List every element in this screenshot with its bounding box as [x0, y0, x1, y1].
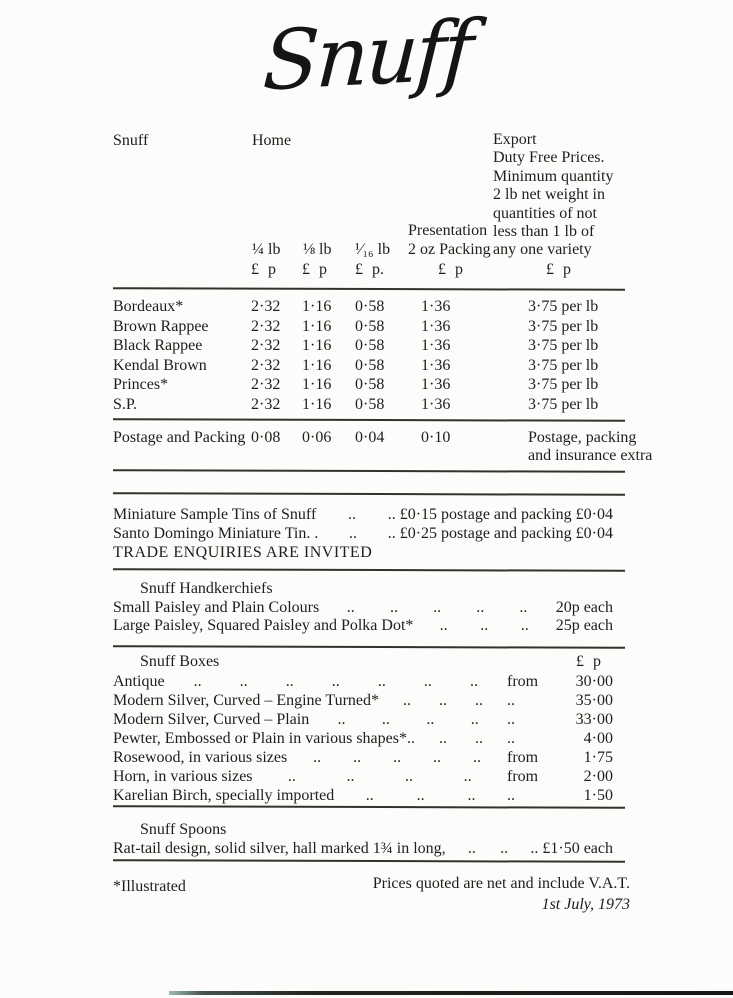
export-line: Duty Free Prices. [493, 149, 605, 167]
product-name: S.P. [113, 396, 138, 413]
list-item [113, 616, 613, 635]
divider [113, 645, 625, 649]
price-quarter: 2·32 [251, 298, 281, 315]
item-value: .. £1·50 each [530, 840, 613, 857]
divider [113, 492, 625, 496]
postage-row [113, 428, 637, 448]
divider [113, 859, 625, 863]
product-name: Black Rappee [113, 337, 203, 354]
price-presentation: 1·36 [421, 318, 451, 335]
price-quarter: 2·32 [251, 318, 281, 335]
from-qualifier: .. [507, 692, 515, 709]
from-qualifier: .. [507, 787, 515, 804]
price-sixteenth: 0·58 [355, 376, 385, 393]
list-item [113, 786, 613, 805]
table-row [113, 395, 625, 415]
item-label: Rat-tail design, solid silver, hall marked 1¾ in long, [113, 840, 446, 857]
dot-leaders: .. .. .. [365, 787, 476, 804]
divider [113, 418, 625, 422]
list-item [113, 505, 613, 524]
item-label: Modern Silver, Curved – Engine Turned* [113, 692, 380, 709]
item-label: Karelian Birch, specially imported [113, 787, 335, 804]
list-item [113, 767, 613, 786]
price-eighth: 1·16 [302, 376, 332, 393]
postage-presentation: 0·10 [421, 429, 451, 446]
postage-quarter: 0·08 [251, 429, 281, 446]
dot-leaders: .. [348, 506, 356, 523]
product-name: Princes* [113, 376, 169, 393]
list-item [113, 691, 613, 710]
vat-note: Prices quoted are net and include V.A.T. [372, 875, 630, 892]
from-qualifier: from [507, 673, 539, 690]
column-header-quarter-lb: ¼ lb [252, 241, 281, 258]
postage-eighth: 0·06 [302, 429, 332, 446]
price-presentation: 1·36 [421, 337, 451, 354]
currency-label-export: £ p [546, 261, 571, 278]
item-label: Small Paisley and Plain Colours [113, 599, 320, 616]
page-title-text: Snuff [260, 3, 473, 110]
currency-label-quarter: £ p [251, 261, 276, 278]
product-name: Kendal Brown [113, 357, 207, 374]
table-row [113, 317, 625, 337]
price-export: 3·75 per lb [528, 298, 599, 315]
product-name: Brown Rappee [113, 318, 209, 335]
price-export: 3·75 per lb [528, 318, 599, 335]
divider [113, 805, 625, 809]
price-sixteenth: 0·58 [355, 357, 385, 374]
dot-leaders: .. [349, 525, 358, 542]
item-label: Large Paisley, Squared Paisley and Polka Dot* [113, 617, 414, 634]
export-line: Export [493, 131, 537, 148]
from-qualifier: .. [507, 711, 515, 728]
export-line: 2 lb net weight in [493, 186, 605, 204]
price-list-date: 1st July, 1973 [541, 896, 630, 913]
item-label: Horn, in various sizes [113, 768, 253, 785]
item-price: 25p each [555, 617, 613, 634]
price-presentation: 1·36 [421, 376, 451, 393]
column-header-presentation-2: 2 oz Packing [408, 241, 491, 258]
postage-export-note: Postage, packing [528, 429, 637, 446]
dot-leaders: .. .. .. .. [337, 711, 479, 728]
column-header-eighth-lb: ⅛ lb [303, 241, 332, 258]
divider [113, 568, 625, 572]
dot-leaders: .. .. .. [439, 617, 529, 634]
currency-label-boxes: £ p [576, 653, 601, 670]
item-value: .. £0·15 postage and packing £0·04 [387, 506, 613, 523]
from-qualifier: from [507, 749, 539, 766]
price-quarter: 2·32 [251, 337, 281, 354]
column-header-sixteenth-lb: ¹⁄₁₆ lb [355, 241, 391, 258]
postage-sixteenth: 0·04 [355, 429, 385, 446]
list-item [113, 729, 613, 748]
column-header-home: Home [252, 132, 292, 149]
item-label: Pewter, Embossed or Plain in various shapes*.. [113, 730, 415, 747]
dot-leaders: .. .. .. .. .. .. .. [193, 673, 478, 690]
item-price: 1·50 [583, 787, 613, 804]
price-export: 3·75 per lb [528, 376, 599, 393]
price-sixteenth: 0·58 [355, 396, 385, 413]
price-eighth: 1·16 [302, 396, 332, 413]
dot-leaders: .. .. [438, 730, 483, 747]
price-export: 3·75 per lb [528, 357, 599, 374]
from-qualifier: .. [507, 730, 515, 747]
scan-edge-artifact [169, 991, 733, 995]
list-item [113, 598, 613, 617]
item-price: 33·00 [575, 711, 613, 728]
dot-leaders: .. .. .. .. .. [313, 749, 481, 766]
item-price: 20p each [555, 599, 613, 616]
item-price: 4·00 [583, 730, 613, 747]
from-qualifier: from [507, 768, 539, 785]
divider [113, 287, 625, 291]
price-eighth: 1·16 [302, 298, 332, 315]
export-line: less than 1 lb of [493, 223, 595, 241]
illustrated-footnote: *Illustrated [113, 878, 186, 895]
price-eighth: 1·16 [302, 337, 332, 354]
currency-label-eighth: £ p [302, 261, 327, 278]
item-label: Antique [113, 673, 165, 690]
currency-label-sixteenth: £ p. [355, 261, 384, 278]
item-price: 2·00 [583, 768, 613, 785]
price-eighth: 1·16 [302, 357, 332, 374]
list-item [113, 710, 613, 729]
item-label: Santo Domingo Miniature Tin. . [113, 525, 319, 542]
section-title-spoons: Snuff Spoons [140, 821, 227, 838]
dot-leaders: .. .. .. [403, 692, 483, 709]
divider [113, 469, 625, 473]
export-line: Minimum quantity [493, 167, 614, 185]
trade-enquiries-note: TRADE ENQUIRIES ARE INVITED [113, 544, 373, 561]
table-row [113, 375, 625, 395]
item-label: Modern Silver, Curved – Plain [113, 711, 310, 728]
section-title-boxes: Snuff Boxes [140, 653, 220, 670]
price-presentation: 1·36 [421, 396, 451, 413]
item-price: 1·75 [583, 749, 613, 766]
price-quarter: 2·32 [251, 376, 281, 393]
price-eighth: 1·16 [302, 318, 332, 335]
section-title-handkerchiefs: Snuff Handkerchiefs [140, 580, 273, 597]
list-item [113, 672, 613, 691]
table-row [113, 356, 625, 376]
postage-label: Postage and Packing [113, 429, 246, 446]
export-line: any one variety [493, 241, 592, 259]
item-label: Rosewood, in various sizes [113, 749, 288, 766]
dot-leaders: .. .. .. .. [287, 768, 472, 785]
dot-leaders: .. .. [467, 840, 509, 857]
price-presentation: 1·36 [421, 298, 451, 315]
page-title [0, 2, 733, 122]
item-label: Miniature Sample Tins of Snuff [113, 506, 317, 523]
price-export: 3·75 per lb [528, 396, 599, 413]
price-sixteenth: 0·58 [355, 337, 385, 354]
item-price: 35·00 [575, 692, 613, 709]
list-item [113, 748, 613, 767]
list-item [113, 839, 613, 858]
table-row [113, 336, 625, 356]
item-price: 30·00 [575, 673, 613, 690]
price-export: 3·75 per lb [528, 337, 599, 354]
dot-leaders: .. .. .. .. .. [346, 599, 528, 616]
product-name: Bordeaux* [113, 298, 184, 315]
column-header-snuff: Snuff [113, 132, 149, 149]
price-quarter: 2·32 [251, 357, 281, 374]
price-quarter: 2·32 [251, 396, 281, 413]
price-sixteenth: 0·58 [355, 298, 385, 315]
postage-export-note-2: and insurance extra [528, 447, 653, 464]
column-header-export [493, 131, 635, 260]
list-item [113, 524, 613, 543]
section-header-boxes [113, 652, 613, 671]
price-sixteenth: 0·58 [355, 318, 385, 335]
currency-label-presentation: £ p [438, 261, 463, 278]
export-line: quantities of not [493, 204, 597, 222]
price-presentation: 1·36 [421, 357, 451, 374]
table-row [113, 297, 625, 317]
item-value: .. £0·25 postage and packing £0·04 [387, 525, 613, 542]
column-header-presentation: Presentation [408, 222, 488, 239]
